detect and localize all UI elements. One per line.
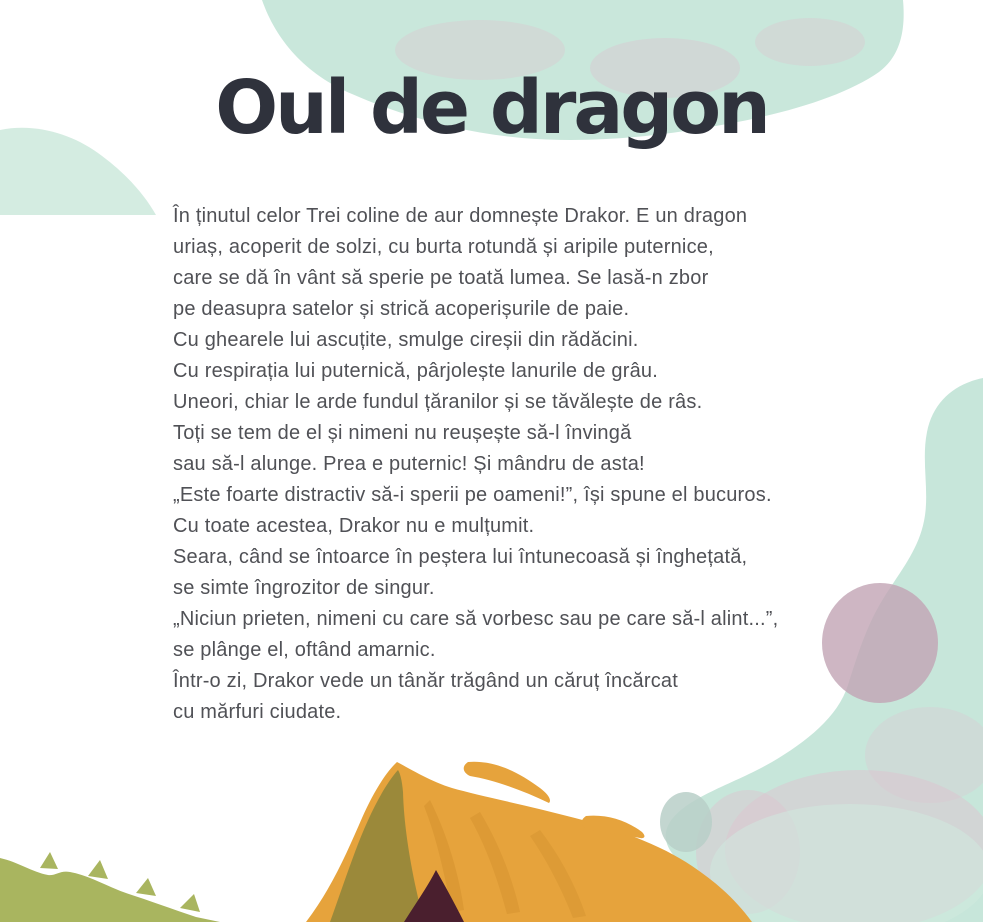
grass-tuft [40,852,58,869]
story-line: Într-o zi, Drakor vede un tânăr trăgând un căruț încărcat [173,670,678,692]
page-title: Oul de dragon [215,65,768,151]
grass-illustration [0,852,220,922]
story-line: se simte îngrozitor de singur. [173,577,435,599]
story-text [173,201,873,728]
grass-tuft [180,894,200,912]
grass-tuft [136,878,156,896]
grass-tuft [88,860,108,879]
story-line: Seara, când se întoarce în peștera lui întunecoasă și înghețată, [173,546,748,568]
grass-hill-shape [0,858,220,922]
story-line: „Este foarte distractiv să-i sperii pe oameni!”, își spune el bucuros. [173,484,772,506]
cloud-pink-speckle [755,18,865,66]
story-line: „Niciun prieten, nimeni cu care să vorbesc sau pe care să-l alint...”, [173,608,779,630]
story-line: Cu respirația lui puternică, pârjolește lanurile de grâu. [173,360,658,382]
story-line: Cu toate acestea, Drakor nu e mulțumit. [173,515,535,537]
story-line: pe deasupra satelor și strică acoperișurile de paie. [173,298,630,320]
story-line: Toți se tem de el și nimeni nu reușește să-l învingă [173,422,632,444]
story-line: uriaș, acoperit de solzi, cu burta rotundă și aripile puternice, [173,236,714,258]
story-line: Uneori, chiar le arde fundul țăranilor și se tăvălește de râs. [173,391,703,413]
story-line: Cu ghearele lui ascuțite, smulge cireșii din rădăcini. [173,329,639,351]
teal-gray-patch [660,792,712,852]
story-line: sau să-l alunge. Prea e puternic! Și mândru de asta! [173,453,645,475]
story-line: se plânge el, oftând amarnic. [173,639,436,661]
story-line: În ținutul celor Trei coline de aur domnește Drakor. E un dragon [173,205,748,227]
story-line: cu mărfuri ciudate. [173,701,342,723]
story-line: care se dă în vânt să sperie pe toată lumea. Se lasă-n zbor [173,267,709,289]
